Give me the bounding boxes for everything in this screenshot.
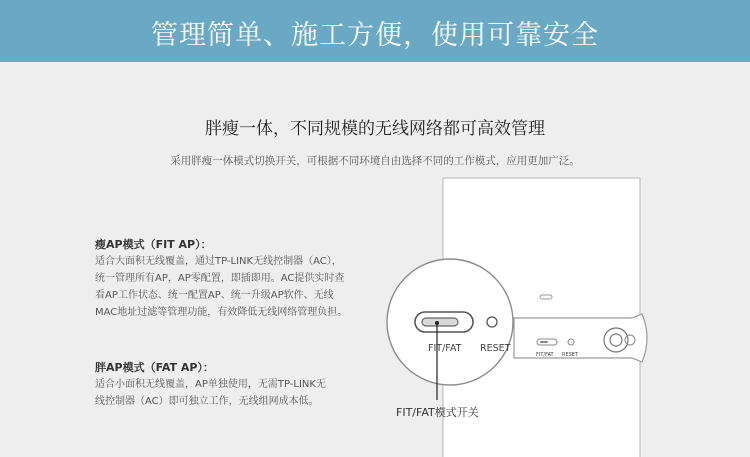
fit-mode-line: 适合大面积无线覆盖，通过TP-LINK无线控制器（AC），	[95, 256, 342, 267]
section-description: 采用胖瘦一体模式切换开关，可根据不同环境自由选择不同的工作模式，应用更加广泛。	[170, 155, 580, 167]
callout-dot	[435, 321, 439, 325]
fit-mode-line: 统一管理所有AP，AP零配置，即插即用。AC提供实时查	[95, 273, 345, 284]
small-switch-label: FIT/FAT	[536, 352, 554, 358]
fat-mode-title: 胖AP模式（FAT AP）：	[95, 361, 214, 374]
small-reset-label: RESET	[562, 352, 579, 358]
fat-mode-line: 线控制器（AC）即可独立工作，无线组网成本低。	[95, 396, 319, 407]
small-switch-knob	[540, 341, 548, 343]
fat-mode-line: 适合小面积无线覆盖，AP单独使用，无需TP-LINK无	[95, 379, 326, 390]
banner-title: 管理简单、施工方便，使用可靠安全	[151, 20, 599, 51]
section-heading: 胖瘦一体，不同规模的无线网络都可高效管理	[205, 119, 545, 139]
fit-mode-line: MAC地址过滤等管理功能，有效降低无线网络管理负担。	[95, 307, 348, 318]
fit-mode-line: 看AP工作状态、统一配置AP、统一升级AP软件、无线	[95, 290, 334, 301]
reset-label: RESET	[480, 343, 511, 354]
fit-mode-title: 瘦AP模式（FIT AP）：	[95, 238, 212, 251]
switch-label: FIT/FAT	[428, 343, 462, 354]
mode-switch-knob	[422, 318, 458, 326]
mode-switch-callout: FIT/FAT模式开关	[396, 406, 479, 419]
